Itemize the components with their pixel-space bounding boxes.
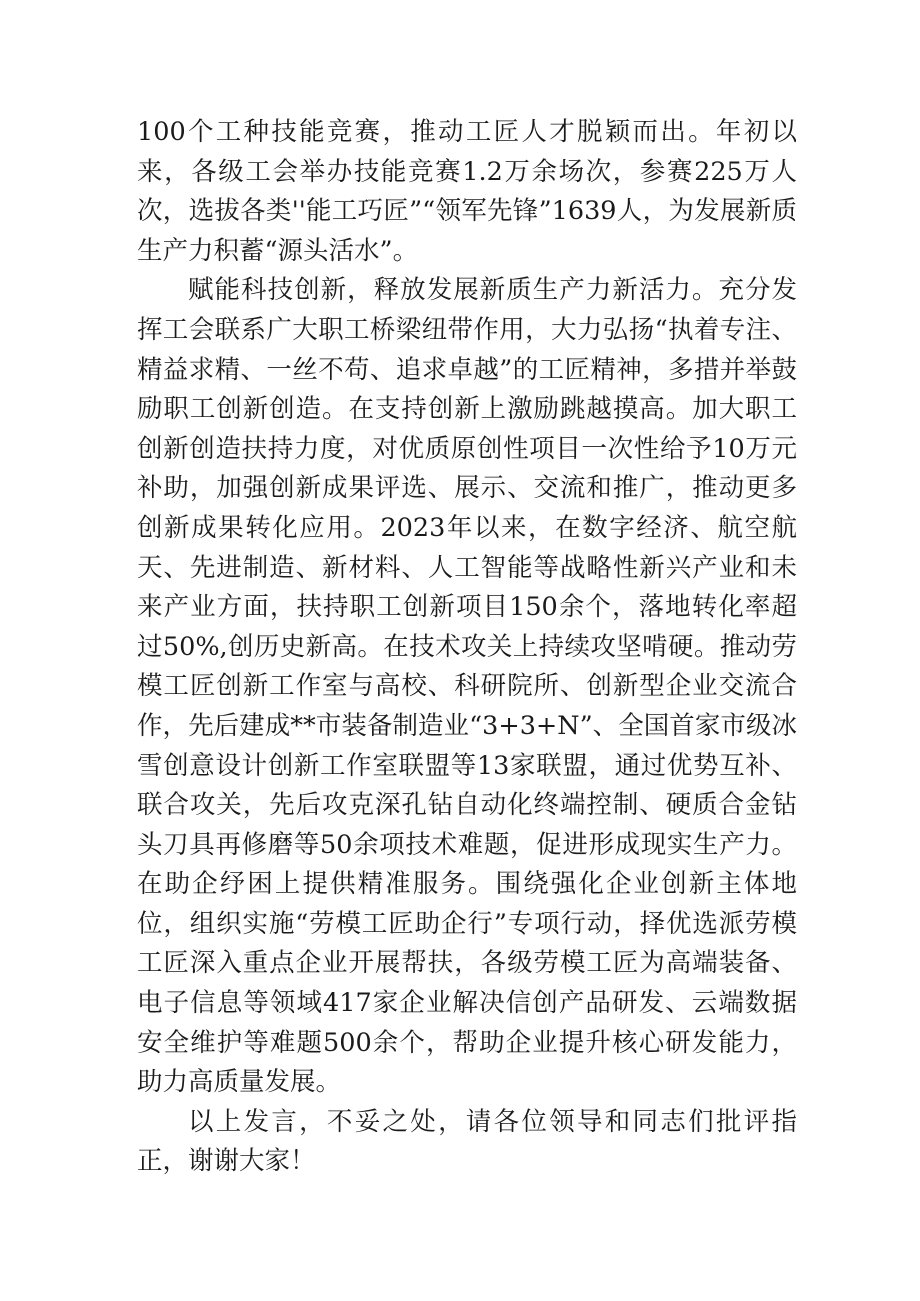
document-body — [137, 113, 797, 1182]
paragraph-closing: 以上发言，不妥之处，请各位领导和同志们批评指正，谢谢大家！ — [137, 1106, 797, 1177]
paragraph-continuation: 100个工种技能竞赛，推动工匠人才脱颖而出。年初以来，各级工会举办技能竞赛1.2万余场次，参赛225万人次，选拔各类''能工巧匠”“领军先锋”1639人，为发展新质生产力积蓄“源头活水”。 — [137, 117, 797, 266]
paragraph-tech-innovation: 赋能科技创新，释放发展新质生产力新活力。充分发挥工会联系广大职工桥梁纽带作用，大力弘扬“执着专注、精益求精、一丝不苟、追求卓越”的工匠精神，多措并举鼓励职工创新创造。在支持创新上激励跳越摸高。加大职工创新创造扶持力度，对优质原创性项目一次性给予10万元补助，加强创新成果评选、展示、交流和推广，推动更多创新成果转化应用。2023年以来，在数字经济、航空航天、先进制造、新材料、人工智能等战略性新兴产业和未来产业方面，扶持职工创新项目150余个，落地转化率超过50%,创历史新高。在技术攻关上持续攻坚啃硬。推动劳模工匠创新工作室与高校、科研院所、创新型企业交流合作，先后建成**市装备制造业“3+3+N”、全国首家市级冰雪创意设计创新工作室联盟等13家联盟，通过优势互补、联合攻关，先后攻克深孔钻自动化终端控制、硬质合金钻头刀具再修磨等50余项技术难题，促进形成现实生产力。在助企纾困上提供精准服务。围绕强化企业创新主体地位，组织实施“劳模工匠助企行”专项行动，择优选派劳模工匠深入重点企业开展帮扶，各级劳模工匠为高端装备、电子信息等领域417家企业解决信创产品研发、云端数据安全维护等难题500余个，帮助企业提升核心研发能力，助力高质量发展。 — [137, 275, 797, 1098]
